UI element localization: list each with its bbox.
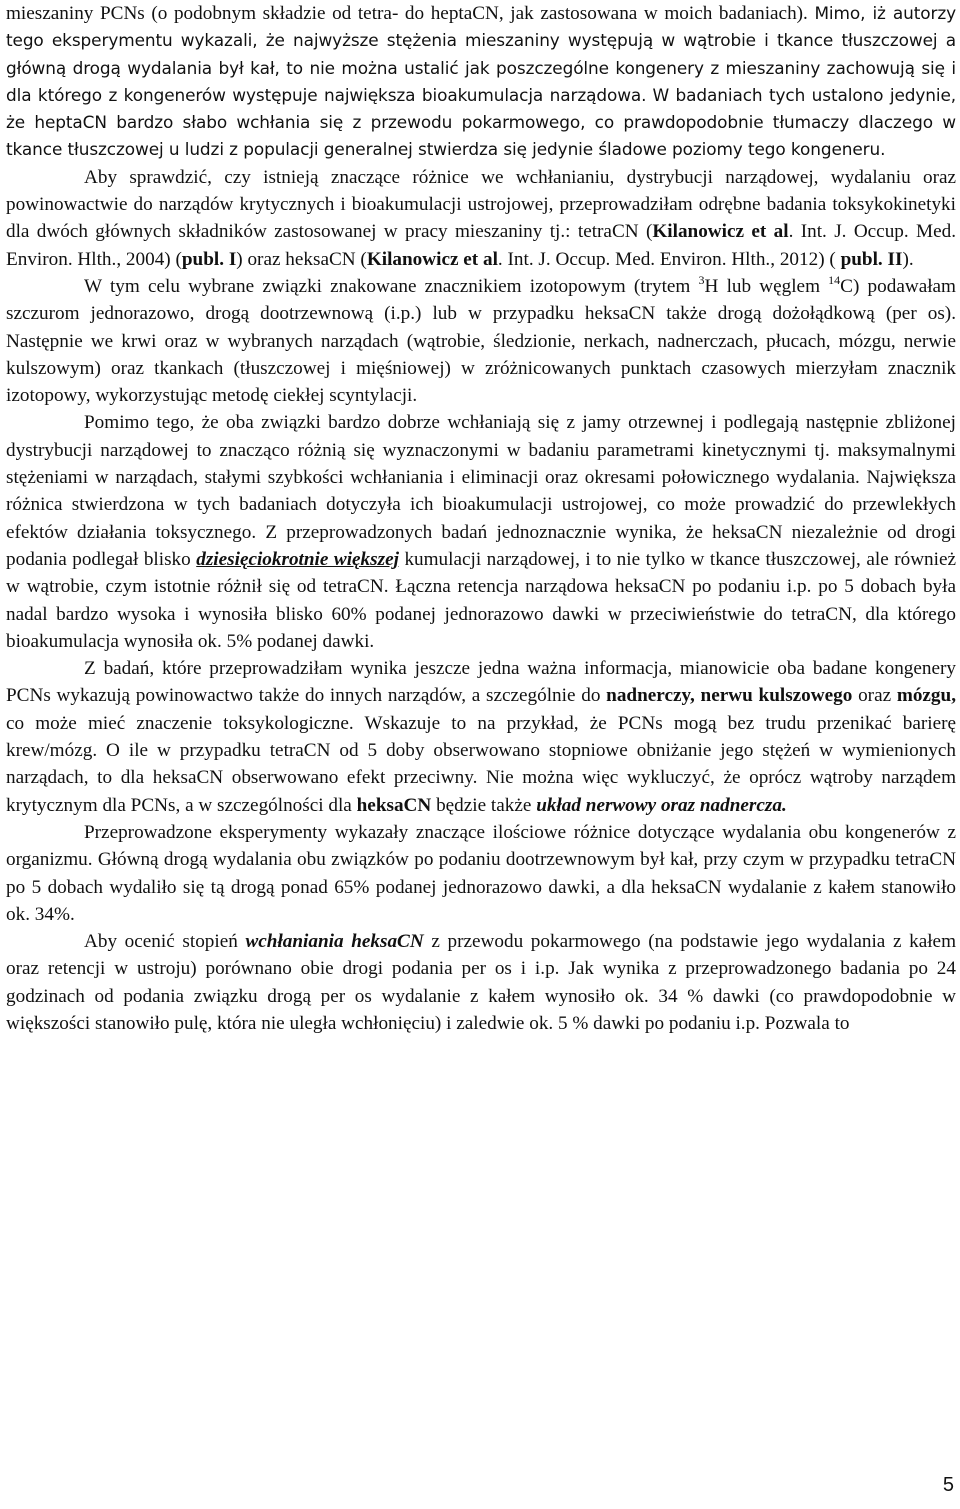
p2-citation-author-2: Kilanowicz et al [366, 248, 498, 270]
paragraph-6 [6, 819, 956, 928]
p5-bold-3: heksaCN [356, 794, 432, 816]
paragraph-2 [6, 164, 956, 273]
paragraph-1 [6, 0, 956, 164]
p5-text-3: co może mieć znaczenie toksykologiczne. Wskazuje to na przykład, że PCNs mogą bez trudu przenikać barierę krew/mózg. O ile w przypadku tetraCN od 5 doby obserwowano stopniowe obniżanie jego stężeń w wymienionych narządach, to dla heksaCN obserwowano efekt przeciwny. Nie można więc wykluczyć, że oprócz wątroby narządem krytycznym dla PCNs, a w szczególności dla [6, 712, 956, 816]
p4-text-1: Pomimo tego, że oba związki bardzo dobrze wchłaniają się z jamy otrzewnej i podlegają następnie zbliżonej dystrybucji narządowej to znacząco różnią się wyznaczonymi w badaniu parametrami kinetycznymi tj. maksymalnymi stężeniami w narządach, stałymi szybkości wchłaniania i eliminacji oraz okresami połowicznego wydalania. Największa różnica stwierdzona w tych badaniach dotyczyła ich bioakumulacji ustrojowej, co może prowadzić do przewlekłych efektów działania toksycznego. Z przeprowadzonych badań jednoznacznie wynika, że heksaCN niezależnie od drogi podania podlegał blisko [6, 412, 956, 570]
p6-text-1: Przeprowadzone eksperymenty wykazały znaczące ilościowe różnice dotyczące wydalania obu kongenerów z organizmu. Główną drogą wydalania obu związków po podaniu dootrzewnowym był kał, przy czym w przypadku tetraCN po 5 dobach wydaliło się tą drogą ponad 65% podanej jednorazowo dawki, a dla heksaCN wydalanie z kałem stanowiło ok. 34%. [6, 821, 956, 925]
document-body [6, 0, 956, 1037]
p1-sentence-2: Mimo, iż autorzy tego eksperymentu wykazali, że najwyższe stężenia mieszaniny występują w wątrobie i tkance tłuszczowej a główną drogą wydalania był kał, to nie można ustalić jak poszczególne kongenery z mieszaniny zachowują się i dla którego z kongenerów występuje największa bioakumulacja narządowa. [6, 3, 956, 105]
p3-text-2: H lub węglem [704, 275, 829, 297]
p5-bold-2: mózgu, [896, 685, 956, 707]
p2-text-1: Aby sprawdzić, czy istnieją znaczące różnice we wchłanianiu, dystrybucji narządowej, wydalaniu oraz powinowactwie do narządów krytycznych i bioakumulacji ustrojowej, przeprowadziłam odrębne badania toksykokinetyki dla dwóch głównych składników zastosowanej w pracy mieszaniny tj.: tetraCN ( [6, 166, 956, 243]
p4-emphasis: dziesięciokrotnie większej [196, 548, 399, 570]
p1-sentence-1: mieszaniny PCNs (o podobnym składzie od tetra- do heptaCN, jak zastosowana w moich badaniach). [6, 3, 808, 24]
paragraph-7 [6, 928, 956, 1037]
paragraph-3 [6, 273, 956, 409]
p3-superscript-1: 3 [698, 272, 705, 287]
p5-text-2: oraz [852, 685, 897, 707]
p3-text-3: C) podawałam szczurom jednorazowo, drogą dootrzewnową (i.p.) lub w przypadku heksaCN także drogą dożołądkową (per os). Następnie we krwi oraz w wybranych narządach (wątrobie, śledzionie, nerkach, nadnerczach, płucach, mózgu, nerwie kulszowym) oraz tkankach (tłuszczowej i mięśniowej) w zróżnicowanych punktach czasowych mierzyłam znacznik izotopowy, wykorzystując metodę ciekłej scyntylacji. [6, 275, 956, 407]
p2-publication-ref-1: publ. I [181, 248, 237, 270]
paragraph-5 [6, 655, 956, 819]
p7-emphasis: wchłaniania heksaCN [245, 931, 424, 953]
p5-bold-1: nadnerczy, nerwu kulszowego [606, 685, 853, 707]
p1-sentence-3: W badaniach tych ustalono jedynie, że heptaCN bardzo słabo wchłania się z przewodu pokarmowego, co prawdopodobnie tłumaczy dlaczego w tkance tłuszczowej u ludzi z populacji generalnej stwierdza się jedynie śladowe poziomy tego kongeneru. [6, 84, 957, 160]
p5-text-1: Z badań, które przeprowadziłam wynika jeszcze jedna ważna informacja, mianowicie oba badane kongenery PCNs wykazują powinowactwo także do innych narządów, a szczególnie do [6, 658, 956, 707]
paragraph-4 [6, 409, 956, 655]
p2-publication-ref-2: publ. II [840, 248, 903, 270]
p5-emphasis: układ nerwowy oraz nadnercza. [536, 794, 787, 816]
p3-superscript-2: 14 [828, 272, 841, 287]
p7-text-1: Aby ocenić stopień [84, 931, 246, 953]
p3-text-1: W tym celu wybrane związki znakowane znacznikiem izotopowym (trytem [84, 275, 699, 297]
p2-text-3: ) oraz heksaCN ( [236, 248, 367, 270]
p2-citation-author-1: Kilanowicz et al [652, 221, 789, 243]
page-number: 5 [942, 1474, 954, 1496]
p7-text-2: z przewodu pokarmowego (na podstawie jego wydalania z kałem oraz retencji w ustroju) porównano obie drogi podania per os i i.p. Jak wynika z przeprowadzonego badania po 24 godzinach od podania związku drogą per os wydalanie z kałem wynosiło ok. 34 % dawki (co prawdopodobnie w większości stanowiło pulę, która nie uległa wchłonięciu) i zaledwie ok. 5 % dawki po podaniu i.p. Pozwala to [6, 931, 956, 1034]
p5-text-4: będzie także [431, 794, 537, 816]
p2-text-2: . Int. J. Occup. Med. Environ. Hlth., 2004) ( [6, 221, 957, 270]
p4-text-2: kumulacji narządowej, i to nie tylko w tkance tłuszczowej, ale również w wątrobie, czym istotnie różnił się od tetraCN. Łączna retencja narządowa heksaCN po podaniu i.p. po 5 dobach była nadal bardzo wysoka i wynosiła blisko 60% podanej jednorazowo dawki w przeciwieństwie do tetraCN, dla którego bioakumulacja wynosiła ok. 5% podanej dawki. [6, 548, 957, 652]
p2-text-5: ). [902, 248, 914, 270]
p2-text-4: . Int. J. Occup. Med. Environ. Hlth., 2012) ( [497, 248, 841, 270]
